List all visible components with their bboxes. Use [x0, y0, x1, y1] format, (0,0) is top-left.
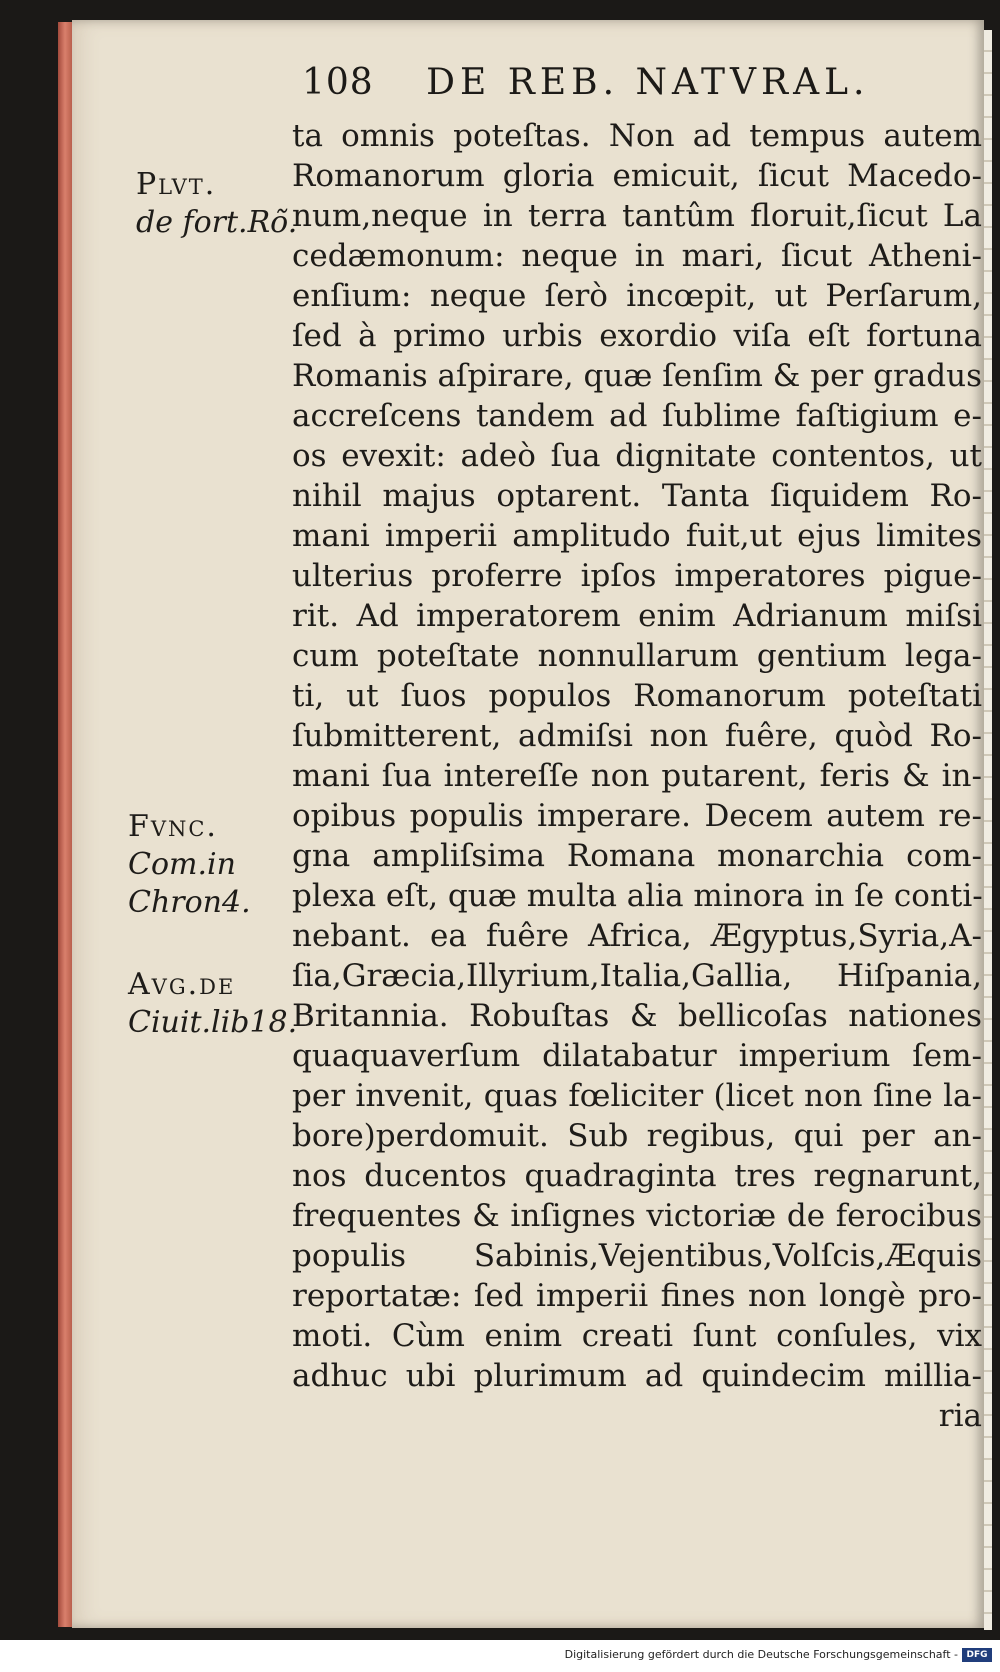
- dfg-logo[interactable]: DFG: [962, 1648, 992, 1662]
- text-line: mani ſua intereſſe non putarent, feris & in-: [292, 758, 982, 794]
- marginal-note-line: Plvt.: [136, 167, 217, 202]
- text-line: frequentes & inſignes victoriæ de ferocibus: [292, 1198, 982, 1234]
- marginal-note-funccius: [128, 808, 251, 922]
- body-text: [292, 116, 982, 1436]
- text-line: Britannia. Robuſtas & bellicoſas nationes: [292, 998, 982, 1034]
- marginal-note-line: Chron4.: [128, 885, 251, 920]
- text-line: plexa eſt, quæ multa alia minora in ſe conti-: [292, 878, 983, 914]
- text-line: Romanorum gloria emicuit, ſicut Macedo-: [292, 158, 982, 194]
- running-head: [302, 62, 942, 112]
- text-line: enſium: neque ſerò incœpit, ut Perſarum,: [292, 278, 982, 314]
- text-line: rit. Ad imperatorem enim Adrianum miſsi: [292, 598, 982, 634]
- marginal-note-line: de fort.Rõ.: [136, 205, 298, 240]
- text-line: ti, ut ſuos populos Romanorum poteſtati: [292, 678, 982, 714]
- text-line: reportatæ: ſed imperii fines non longè pro-: [292, 1278, 982, 1314]
- text-line: ſubmitterent, admiſsi non fuêre, quòd Ro-: [292, 718, 982, 754]
- text-line: bore)perdomuit. Sub regibus, qui per an-: [292, 1118, 982, 1154]
- red-page-edge: [58, 22, 72, 1627]
- funding-credit: Digitalisierung gefördert durch die Deutsche Forschungsgemeinschaft -: [564, 1648, 958, 1661]
- text-line: ſed à primo urbis exordio viſa eſt fortuna: [292, 318, 982, 354]
- text-line: adhuc ubi plurimum ad quindecim millia-: [292, 1358, 982, 1394]
- text-line: opibus populis imperare. Decem autem re-: [292, 798, 982, 834]
- text-line: moti. Cùm enim creati ſunt conſules, vix: [292, 1318, 982, 1354]
- text-line: mani imperii amplitudo fuit,ut ejus limites: [292, 518, 982, 554]
- text-line: ta omnis poteſtas. Non ad tempus autem: [292, 118, 982, 154]
- page-fore-edge: [984, 30, 992, 1630]
- text-line: accreſcens tandem ad ſublime faſtigium e-: [292, 398, 982, 434]
- text-line: per invenit, quas fœliciter (licet non ſine la-: [292, 1078, 982, 1114]
- running-title: DE REB. NATVRAL.: [426, 62, 870, 103]
- text-line: nihil majus optarent. Tanta ſiquidem Ro-: [292, 478, 982, 514]
- text-line: ſia,Græcia,Illyrium,Italia,Gallia, Hiſpania,: [292, 958, 982, 994]
- text-line: quaquaverſum dilatabatur imperium ſem-: [292, 1038, 982, 1074]
- text-line: ulterius proferre ipſos imperatores pigue-: [292, 558, 982, 594]
- text-line: gna ampliſsima Romana monarchia com-: [292, 838, 982, 874]
- page-number: 108: [302, 62, 374, 103]
- marginal-note-line: Ciuit.lib18.: [128, 1005, 298, 1040]
- text-line: populis Sabinis,Vejentibus,Volſcis,Æquis: [292, 1238, 982, 1274]
- catchword: ria: [938, 1398, 982, 1434]
- text-line: nos ducentos quadraginta tres regnarunt,: [292, 1158, 982, 1194]
- footer-bar: [0, 1640, 1000, 1672]
- marginal-note-line: Com.in: [128, 847, 236, 882]
- text-line: os evexit: adeò ſua dignitate contentos, ut: [292, 438, 982, 474]
- marginal-note-plutarch: [136, 166, 297, 242]
- marginal-note-augustine: [128, 966, 297, 1042]
- text-line: num,neque in terra tantûm floruit,ſicut La: [292, 198, 982, 234]
- text-line: cum poteſtate nonnullarum gentium lega-: [292, 638, 982, 674]
- text-line: nebant. ea fuêre Africa, Ægyptus,Syria,A-: [292, 918, 982, 954]
- marginal-note-line: Fvnc.: [128, 809, 218, 844]
- marginal-note-line: Avg.de: [128, 967, 236, 1002]
- text-line: cedæmonum: neque in mari, ſicut Atheni-: [292, 238, 982, 274]
- text-line: Romanis aſpirare, quæ ſenſim & per gradus: [292, 358, 982, 394]
